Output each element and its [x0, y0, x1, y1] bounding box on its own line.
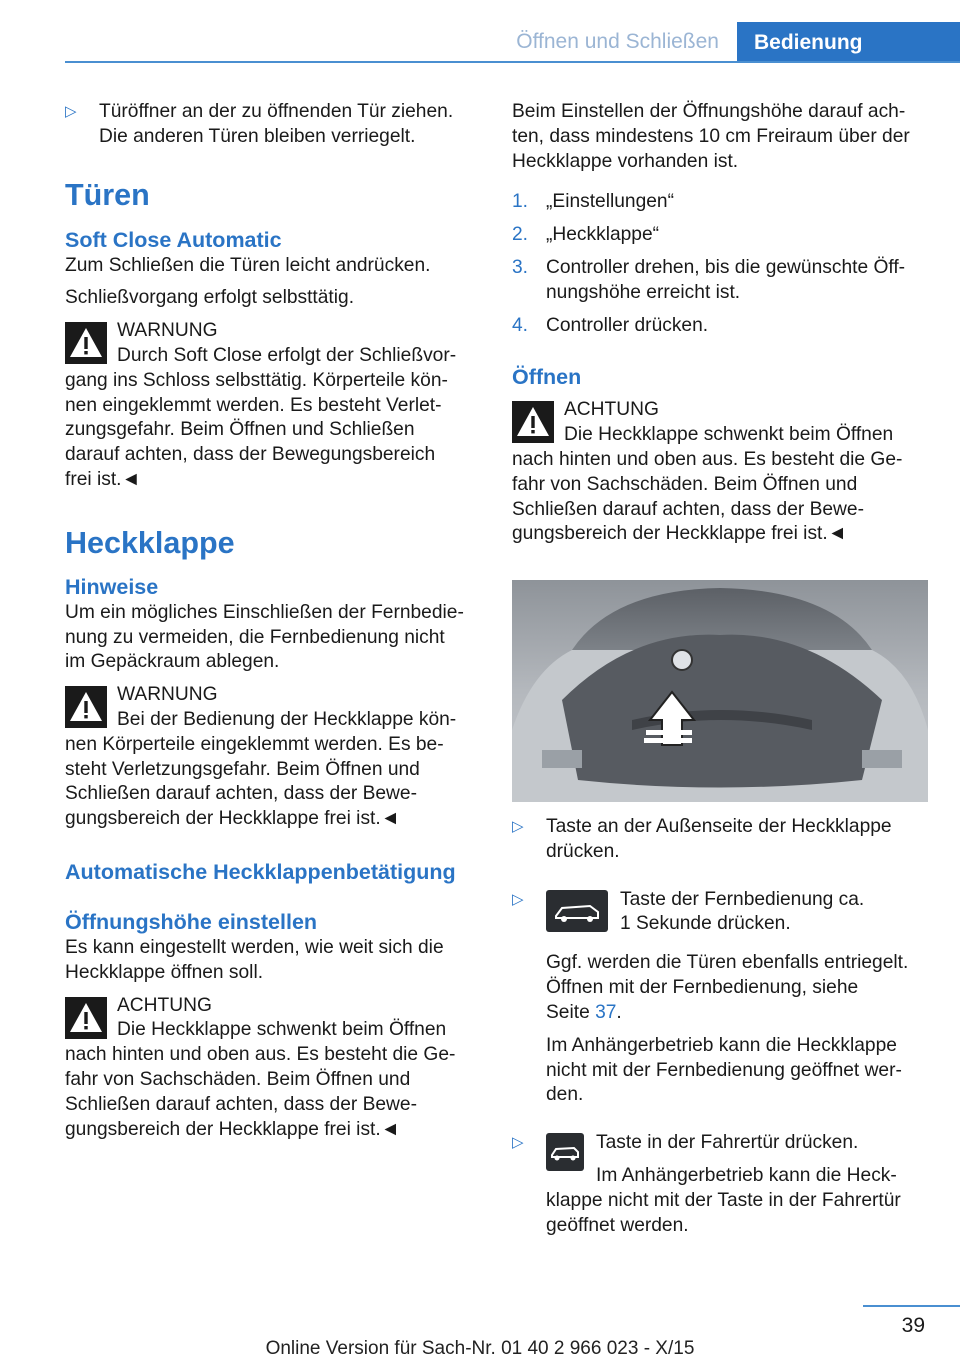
warning-triangle-icon — [65, 997, 107, 1039]
car-trunk-key-icon — [546, 1133, 584, 1179]
punctuation: . — [616, 1001, 622, 1023]
paragraph: Beim Einstellen der Öffnungshöhe darauf ach- — [512, 101, 906, 122]
warning-text: zungsgefahr. Beim Öffnen und Schließen — [65, 419, 415, 441]
header-section-title: Öffnen und Schließen — [516, 30, 719, 53]
page-reference-link[interactable]: 37 — [595, 1001, 617, 1023]
list-item — [512, 314, 930, 339]
warning-text: gungsbereich der Heckklappe frei ist.◄ — [65, 1118, 400, 1140]
paragraph: Schließvorgang erfolgt selbsttätig. — [65, 287, 355, 309]
page-number: 39 — [901, 1314, 925, 1337]
warning-text: frei ist.◄ — [65, 468, 141, 490]
bullet-text: Türöffner an der zu öffnenden Tür ziehen. — [99, 101, 454, 122]
paragraph: Um ein mögliches Einschließen der Fernbedie- — [65, 601, 464, 623]
subheading-soft-close: Soft Close Automatic — [65, 227, 282, 252]
warning-text: Schließen darauf achten, dass der Bewe- — [65, 1093, 417, 1115]
warning-text: Die Heckklappe schwenkt beim Öffnen — [117, 1019, 447, 1041]
paragraph: Zum Schließen die Türen leicht andrücken. — [65, 254, 431, 276]
warning-text: nach hinten und oben aus. Es besteht die Ge- — [65, 1044, 456, 1066]
bullet-triangle-icon: ▷ — [512, 818, 524, 835]
warning-text: Die Heckklappe schwenkt beim Öffnen — [564, 424, 894, 446]
warning-text: Schließen darauf achten, dass der Bewe- — [65, 783, 417, 805]
warning-block — [65, 319, 485, 493]
paragraph: Ggf. werden die Türen ebenfalls entriegelt. — [546, 952, 909, 974]
warning-triangle-icon — [65, 322, 107, 364]
warning-title: ACHTUNG — [564, 399, 659, 421]
warning-triangle-icon — [65, 686, 107, 728]
bullet-text: Taste in der Fahrertür drücken. — [596, 1132, 859, 1154]
warning-text: steht Verletzungsgefahr. Beim Öffnen und — [65, 758, 420, 780]
step-text: „Heckklappe“ — [546, 224, 660, 246]
subheading-automatische-heckklappe: Automatische Heckklappenbetätigung — [65, 859, 456, 884]
bullet-triangle-icon: ▷ — [65, 103, 77, 120]
subheading-hinweise: Hinweise — [65, 574, 159, 599]
right-column — [512, 100, 930, 547]
bullet-triangle-icon: ▷ — [512, 1134, 524, 1152]
paragraph: Öffnen mit der Fernbedienung, siehe — [546, 977, 859, 999]
warning-text: nen Körperteile eingeklemmt werden. Es be- — [65, 733, 444, 755]
warning-title: ACHTUNG — [117, 994, 212, 1016]
bullet-text: Im Anhängerbetrieb kann die Heck- — [596, 1164, 897, 1186]
list-item — [65, 100, 485, 150]
bullet-text: 1 Sekunde drücken. — [620, 913, 791, 935]
step-number: 3. — [512, 256, 529, 278]
bullet-text: klappe nicht mit der Taste in der Fahrertür — [546, 1189, 901, 1211]
warning-triangle-icon — [512, 401, 554, 443]
bullet-text: Taste an der Außenseite der Heckklappe — [546, 816, 892, 837]
section-heading-tueren: Türen — [65, 177, 150, 212]
step-text: Controller drücken. — [546, 314, 709, 336]
warning-text: darauf achten, dass der Bewegungsbereich — [65, 444, 436, 466]
list-item — [512, 888, 930, 1109]
bullet-text: drücken. — [546, 840, 620, 862]
paragraph: Es kann eingestellt werden, wie weit sich die — [65, 936, 444, 958]
car-trunk-key-icon — [546, 890, 608, 940]
right-bullets — [512, 815, 930, 1238]
warning-text: Durch Soft Close erfolgt der Schließvor- — [117, 344, 457, 366]
bullet-triangle-icon: ▷ — [512, 890, 524, 908]
warning-text: gungsbereich der Heckklappe frei ist.◄ — [65, 808, 400, 830]
subheading-oeffnen: Öffnen — [512, 365, 582, 390]
bullet-text: geöffnet werden. — [546, 1214, 689, 1236]
step-text: Controller drehen, bis die gewünschte Öff- — [546, 256, 906, 278]
paragraph: Im Anhängerbetrieb kann die Heckklappe — [546, 1034, 897, 1056]
paragraph: nicht mit der Fernbedienung geöffnet wer- — [546, 1059, 902, 1081]
warning-text: nen eingeklemmt werden. Es besteht Verlet- — [65, 394, 442, 416]
paragraph: im Gepäckraum ablegen. — [65, 651, 280, 673]
warning-block — [512, 398, 930, 547]
step-number: 4. — [512, 314, 529, 336]
paragraph: Heckklappe öffnen soll. — [65, 961, 264, 983]
list-item — [512, 815, 930, 865]
header-tab-bedienung[interactable]: Bedienung — [737, 22, 960, 63]
warning-title: WARNUNG — [117, 684, 218, 706]
footer-rule — [863, 1305, 960, 1307]
warning-block — [65, 994, 485, 1143]
list-item — [512, 190, 930, 215]
subheading-oeffnungshoehe: Öffnungshöhe einstellen — [65, 909, 318, 934]
seite-label: Seite — [546, 1001, 596, 1023]
warning-text: gungsbereich der Heckklappe frei ist.◄ — [512, 523, 847, 545]
warning-text: gang ins Schloss selbsttätig. Körperteile kön- — [65, 369, 448, 391]
paragraph: den. — [546, 1084, 584, 1106]
list-item — [512, 1131, 930, 1238]
warning-text: fahr von Sachschäden. Beim Öffnen und — [65, 1068, 411, 1090]
paragraph: nung zu vermeiden, die Fernbedienung nicht — [65, 626, 445, 648]
paragraph — [546, 1001, 930, 1026]
paragraph: ten, dass mindestens 10 cm Freiraum über der — [512, 125, 910, 147]
footer-text: Online Version für Sach-Nr. 01 40 2 966 023 - X/15 — [265, 1338, 695, 1359]
warning-text: Bei der Bedienung der Heckklappe kön- — [117, 708, 457, 730]
bullet-text: Taste der Fernbedienung ca. — [620, 888, 865, 910]
warning-title: WARNUNG — [117, 320, 218, 342]
warning-text: fahr von Sachschäden. Beim Öffnen und — [512, 473, 858, 495]
header-rule — [65, 61, 960, 63]
step-number: 1. — [512, 191, 529, 213]
bullet-text: Die anderen Türen bleiben verriegelt. — [99, 125, 416, 147]
step-text: „Einstellungen“ — [546, 191, 674, 213]
warning-text: nach hinten und oben aus. Es besteht die Ge- — [512, 448, 903, 470]
warning-text: Schließen darauf achten, dass der Bewe- — [512, 498, 864, 520]
warning-block — [65, 683, 485, 832]
paragraph: Heckklappe vorhanden ist. — [512, 150, 739, 172]
list-item — [512, 223, 930, 248]
step-text: nungshöhe erreicht ist. — [546, 281, 741, 303]
tailgate-illustration — [512, 580, 928, 802]
list-item — [512, 256, 930, 306]
section-heading-heckklappe: Heckklappe — [65, 525, 235, 560]
left-column — [65, 100, 485, 1142]
step-number: 2. — [512, 224, 529, 246]
